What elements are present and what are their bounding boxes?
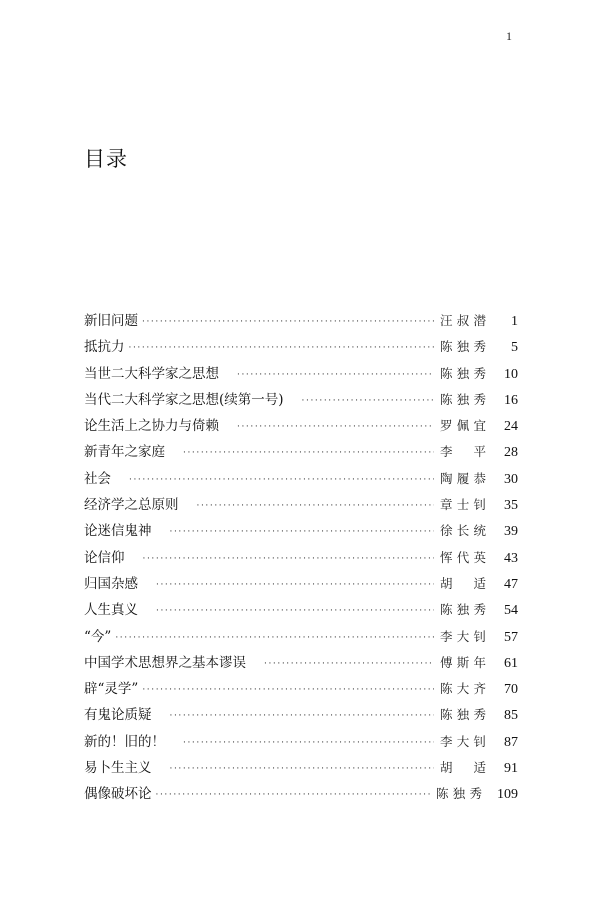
- entry-title: “今”: [84, 628, 112, 645]
- dot-leader: [142, 677, 434, 703]
- entry-author: 徐长统: [440, 523, 488, 539]
- toc-entry[interactable]: [84, 545, 518, 571]
- toc-entry[interactable]: [84, 729, 518, 755]
- entry-author: 陈独秀: [440, 391, 488, 407]
- entry-title: 论迷信鬼神: [84, 523, 152, 540]
- toc-entry[interactable]: [84, 676, 518, 702]
- dot-leader: [237, 362, 434, 388]
- entry-title: 论信仰: [84, 549, 125, 566]
- entry-page-number: 39: [504, 524, 518, 540]
- entry-author: 李平: [440, 444, 488, 460]
- dot-leader: [183, 440, 434, 466]
- page-number: 1: [506, 29, 512, 43]
- entry-page-number: 35: [504, 498, 518, 514]
- toc-entry[interactable]: [84, 466, 518, 492]
- dot-leader: [156, 598, 434, 624]
- entry-title: 论生活上之协力与倚赖: [84, 418, 219, 435]
- entry-title: 当世二大科学家之思想: [84, 365, 219, 382]
- dot-leader: [115, 625, 434, 651]
- entry-author: 陈独秀: [436, 786, 484, 802]
- entry-page-number: 16: [504, 392, 518, 408]
- entry-title: 新的！旧的！: [84, 733, 165, 750]
- entry-author: 陈大齐: [440, 681, 488, 697]
- toc-entry[interactable]: [84, 439, 518, 465]
- table-of-contents: [84, 308, 518, 808]
- entry-page-number: 24: [504, 419, 518, 435]
- entry-title: 经济学之总原则: [84, 497, 179, 514]
- entry-author: 傅斯年: [440, 654, 488, 670]
- toc-entry[interactable]: [84, 597, 518, 623]
- entry-title: 社会: [84, 470, 111, 487]
- entry-author: 陈独秀: [440, 707, 488, 723]
- toc-entry[interactable]: [84, 308, 518, 334]
- toc-entry[interactable]: [84, 571, 518, 597]
- dot-leader: [129, 467, 434, 493]
- entry-page-number: 109: [497, 787, 518, 803]
- entry-page-number: 1: [511, 314, 518, 329]
- entry-title: 易卜生主义: [84, 760, 152, 777]
- entry-page-number: 91: [504, 761, 518, 777]
- toc-entry[interactable]: [84, 387, 518, 413]
- entry-title: 辟“灵学”: [84, 681, 139, 698]
- toc-entry[interactable]: [84, 624, 518, 650]
- dot-leader: [170, 703, 435, 729]
- entry-page-number: 30: [504, 471, 518, 487]
- entry-page-number: 28: [504, 445, 518, 461]
- dot-leader: [170, 756, 435, 782]
- dot-leader: [237, 414, 434, 440]
- toc-entry[interactable]: [84, 755, 518, 781]
- entry-page-number: 43: [504, 550, 518, 566]
- toc-entry[interactable]: [84, 413, 518, 439]
- entry-title: 有鬼论质疑: [84, 707, 152, 724]
- entry-author: 胡适: [440, 575, 488, 591]
- toc-entry[interactable]: [84, 492, 518, 518]
- entry-author: 罗佩宜: [440, 418, 488, 434]
- entry-author: 陈独秀: [440, 602, 488, 618]
- dot-leader: [170, 519, 435, 545]
- page-title: 目录: [84, 147, 128, 171]
- entry-author: 汪叔潜: [440, 313, 488, 328]
- entry-author: 恽代英: [440, 549, 488, 565]
- dot-leader: [142, 309, 434, 335]
- entry-title: 归国杂感: [84, 575, 138, 592]
- entry-page-number: 10: [504, 366, 518, 382]
- dot-leader: [197, 493, 435, 519]
- dot-leader: [156, 572, 434, 598]
- entry-author: 李大钊: [440, 733, 488, 749]
- entry-title: 偶像破坏论: [84, 786, 152, 803]
- entry-page-number: 5: [511, 340, 518, 356]
- entry-author: 章士钊: [440, 497, 488, 513]
- entry-page-number: 70: [504, 682, 518, 698]
- dot-leader: [264, 651, 434, 677]
- dot-leader: [302, 388, 434, 414]
- entry-page-number: 57: [504, 629, 518, 645]
- toc-entry[interactable]: [84, 650, 518, 676]
- entry-title: 人生真义: [84, 602, 138, 619]
- entry-title: 中国学术思想界之基本谬误: [84, 654, 246, 671]
- toc-entry[interactable]: [84, 361, 518, 387]
- entry-title: 新青年之家庭: [84, 444, 165, 461]
- toc-entry[interactable]: [84, 702, 518, 728]
- entry-page-number: 61: [504, 655, 518, 671]
- toc-entry[interactable]: [84, 781, 518, 807]
- entry-page-number: 87: [504, 734, 518, 750]
- entry-page-number: 47: [504, 576, 518, 592]
- dot-leader: [183, 730, 434, 756]
- entry-author: 陈独秀: [440, 339, 488, 355]
- entry-page-number: 54: [504, 603, 518, 619]
- entry-title: 新旧问题: [84, 313, 138, 329]
- entry-title: 抵抗力: [84, 339, 125, 356]
- dot-leader: [129, 335, 435, 361]
- entry-author: 陈独秀: [440, 365, 488, 381]
- entry-author: 胡适: [440, 760, 488, 776]
- toc-entry[interactable]: [84, 518, 518, 544]
- dot-leader: [156, 782, 431, 808]
- entry-author: 陶履恭: [440, 470, 488, 486]
- toc-entry[interactable]: [84, 334, 518, 360]
- dot-leader: [143, 546, 435, 572]
- entry-page-number: 85: [504, 708, 518, 724]
- entry-title: 当代二大科学家之思想(续第一号): [84, 391, 284, 408]
- entry-author: 李大钊: [440, 628, 488, 644]
